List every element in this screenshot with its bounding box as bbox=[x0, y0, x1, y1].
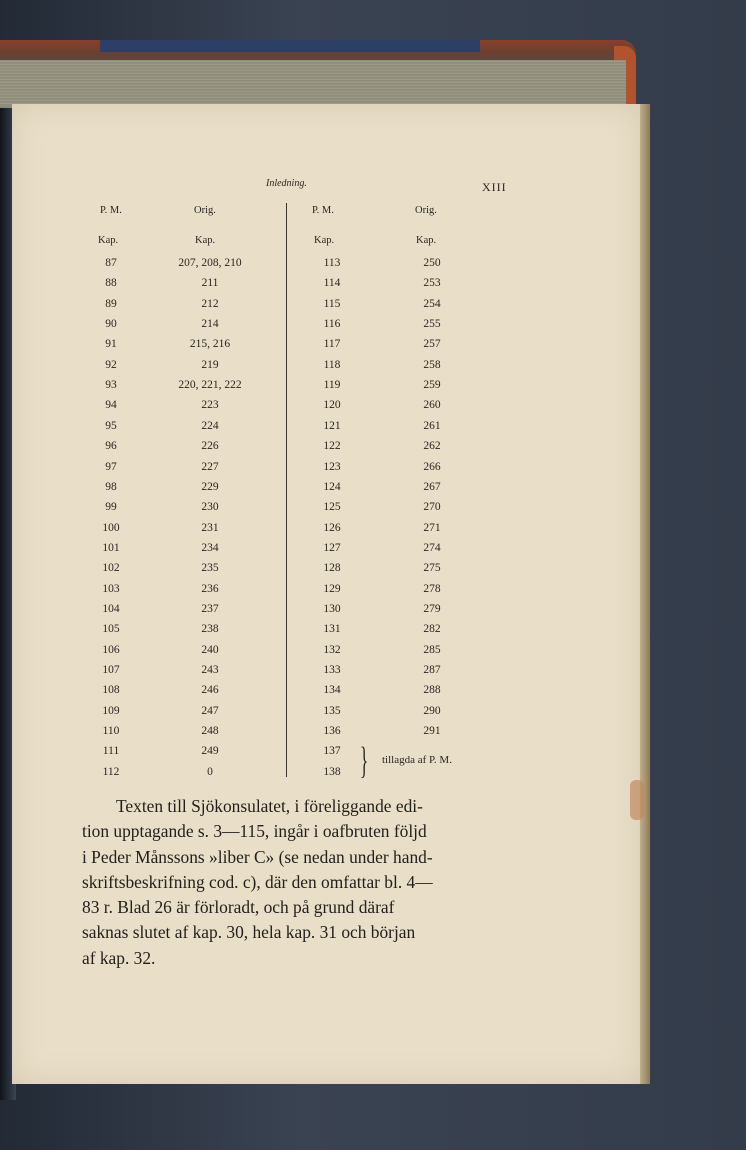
table-cell: 215, 216 bbox=[189, 338, 231, 351]
col-header: Kap. bbox=[416, 235, 437, 246]
table-cell: 97 bbox=[105, 460, 117, 473]
table-cell: 246 bbox=[201, 684, 219, 697]
table-cell: 235 bbox=[201, 562, 219, 575]
table-cell: 131 bbox=[323, 623, 341, 636]
table-cell: 132 bbox=[323, 643, 341, 656]
table-cell: 229 bbox=[201, 480, 219, 493]
table-cell: 257 bbox=[423, 338, 441, 351]
table-cell: 104 bbox=[102, 602, 120, 615]
table-cell: 121 bbox=[323, 419, 341, 432]
table-cell: 122 bbox=[323, 440, 341, 453]
column-divider bbox=[286, 203, 287, 777]
paragraph-line: i Peder Månssons »liber C» (se nedan under hand- bbox=[82, 846, 433, 867]
table-cell: 243 bbox=[201, 664, 219, 676]
page-edge-right bbox=[640, 104, 650, 1084]
table-cell: 87 bbox=[105, 257, 117, 269]
table-cell: 88 bbox=[105, 277, 117, 290]
body-paragraph bbox=[82, 794, 550, 971]
table-cell: 128 bbox=[323, 562, 341, 575]
table-cell: 207, 208, 210 bbox=[178, 257, 242, 269]
table-cell: 103 bbox=[102, 582, 120, 595]
table-cell: 119 bbox=[323, 379, 341, 392]
table-cell: 117 bbox=[323, 338, 341, 351]
paragraph-line: af kap. 32. bbox=[82, 947, 156, 968]
table-cell: 282 bbox=[423, 623, 441, 636]
page-edges bbox=[0, 60, 626, 106]
table-cell: 271 bbox=[423, 521, 441, 534]
running-head: Inledning. bbox=[266, 178, 307, 189]
table-cell: 102 bbox=[102, 562, 120, 575]
paragraph-line: 83 r. Blad 26 är förloradt, och på grund däraf bbox=[82, 897, 395, 918]
table-cell: 90 bbox=[105, 318, 117, 331]
table-cell: 138 bbox=[323, 765, 341, 778]
table-cell: 134 bbox=[323, 684, 341, 697]
table-cell: 234 bbox=[201, 541, 219, 554]
col-header: Kap. bbox=[98, 235, 119, 246]
table-cell: 248 bbox=[201, 725, 219, 738]
col-header: Orig. bbox=[194, 205, 216, 216]
table-cell: 250 bbox=[423, 257, 441, 269]
table-cell: 115 bbox=[323, 297, 341, 310]
page-stain bbox=[630, 780, 644, 820]
cover-band bbox=[100, 40, 480, 52]
table-cell: 100 bbox=[102, 521, 120, 534]
table-cell: 110 bbox=[102, 725, 120, 738]
table-note: tillagda af P. M. bbox=[382, 754, 452, 766]
table-cell: 224 bbox=[201, 419, 219, 432]
paragraph-line: saknas slutet af kap. 30, hela kap. 31 och början bbox=[82, 922, 416, 943]
table-cell: 114 bbox=[323, 277, 341, 290]
table-cell: 136 bbox=[323, 725, 341, 738]
table-cell: 91 bbox=[105, 338, 117, 351]
table-cell: 267 bbox=[423, 480, 441, 493]
table-cell: 253 bbox=[423, 277, 441, 290]
table-cell: 275 bbox=[423, 562, 441, 575]
table-cell: 93 bbox=[105, 379, 117, 392]
table-cell: 285 bbox=[423, 643, 441, 656]
table-cell: 133 bbox=[323, 664, 341, 676]
table-cell: 279 bbox=[423, 602, 441, 615]
table-cell: 230 bbox=[201, 501, 219, 514]
table-cell: 108 bbox=[102, 684, 120, 697]
col-header: Kap. bbox=[195, 235, 216, 246]
table-cell: 290 bbox=[423, 704, 441, 717]
table-cell: 130 bbox=[323, 602, 341, 615]
table-cell: 214 bbox=[201, 318, 219, 331]
table-cell: 231 bbox=[201, 521, 219, 534]
table-cell: 254 bbox=[423, 297, 441, 310]
col-header: P. M. bbox=[100, 205, 122, 216]
table-cell: 240 bbox=[201, 643, 219, 656]
table-cell: 247 bbox=[201, 704, 219, 717]
table-cell: 237 bbox=[201, 602, 219, 615]
table-cell: 89 bbox=[105, 297, 117, 310]
table-cell: 98 bbox=[105, 480, 117, 493]
table-cell: 223 bbox=[201, 399, 219, 412]
table-cell: 118 bbox=[323, 358, 341, 371]
table-cell: 127 bbox=[323, 541, 341, 554]
table-cell: 120 bbox=[323, 399, 341, 412]
table-cell: 109 bbox=[102, 704, 120, 717]
brace: } bbox=[360, 740, 369, 782]
table-cell: 255 bbox=[423, 318, 441, 331]
col-header: Kap. bbox=[314, 235, 335, 246]
table-cell: 106 bbox=[102, 643, 120, 656]
table-cell: 287 bbox=[423, 664, 441, 676]
table-cell: 112 bbox=[102, 765, 120, 778]
table-cell: 219 bbox=[201, 358, 219, 371]
table-cell: 0 bbox=[207, 765, 213, 778]
table-cell: 266 bbox=[423, 460, 441, 473]
table-cell: 135 bbox=[323, 704, 341, 717]
table-cell: 249 bbox=[201, 745, 219, 758]
table-cell: 99 bbox=[105, 501, 117, 514]
paragraph-line: skriftsbeskrifning cod. c), där den omfattar bl. 4— bbox=[82, 871, 433, 892]
page-number: XIII bbox=[482, 180, 507, 194]
table-cell: 288 bbox=[423, 684, 441, 697]
table-cell: 95 bbox=[105, 419, 117, 432]
table-cell: 291 bbox=[423, 725, 441, 738]
table-cell: 113 bbox=[323, 257, 341, 269]
table-cell: 261 bbox=[423, 419, 441, 432]
table-cell: 105 bbox=[102, 623, 120, 636]
table-cell: 125 bbox=[323, 501, 341, 514]
table-cell: 259 bbox=[423, 379, 441, 392]
table-cell: 137 bbox=[323, 745, 341, 758]
book-page bbox=[12, 104, 640, 1084]
table-cell: 238 bbox=[201, 623, 219, 636]
table-cell: 96 bbox=[105, 440, 117, 453]
table-cell: 211 bbox=[201, 277, 219, 290]
table-cell: 94 bbox=[105, 399, 117, 412]
table-cell: 227 bbox=[201, 460, 219, 473]
table-cell: 111 bbox=[102, 745, 120, 758]
table-cell: 226 bbox=[201, 440, 219, 453]
table-cell: 274 bbox=[423, 541, 441, 554]
table-cell: 212 bbox=[201, 297, 219, 310]
table-cell: 258 bbox=[423, 358, 441, 371]
paragraph-line: tion upptagande s. 3—115, ingår i oafbruten följd bbox=[82, 821, 427, 842]
table-cell: 236 bbox=[201, 582, 219, 595]
col-header: Orig. bbox=[415, 205, 437, 216]
table-cell: 262 bbox=[423, 440, 441, 453]
table-cell: 116 bbox=[323, 318, 341, 331]
table-cell: 124 bbox=[323, 480, 341, 493]
col-header: P. M. bbox=[312, 205, 334, 216]
table-cell: 220, 221, 222 bbox=[178, 379, 242, 392]
table-cell: 129 bbox=[323, 582, 341, 595]
table-cell: 123 bbox=[323, 460, 341, 473]
table-cell: 260 bbox=[423, 399, 441, 412]
table-cell: 278 bbox=[423, 582, 441, 595]
table-cell: 101 bbox=[102, 541, 120, 554]
table-cell: 92 bbox=[105, 358, 117, 371]
table-cell: 126 bbox=[323, 521, 341, 534]
paragraph-line: Texten till Sjökonsulatet, i föreliggande edi- bbox=[116, 796, 423, 816]
table-cell: 270 bbox=[423, 501, 441, 514]
table-cell: 107 bbox=[102, 664, 120, 676]
